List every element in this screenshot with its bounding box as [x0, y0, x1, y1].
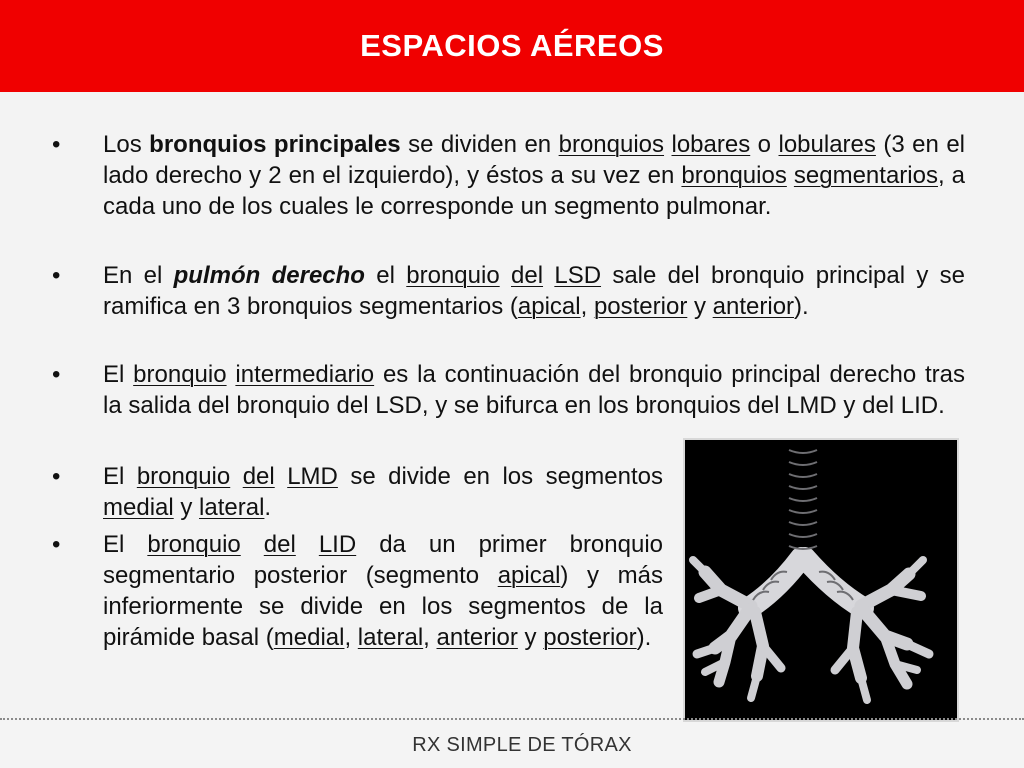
- header-bar: [0, 0, 1024, 92]
- slide-title: ESPACIOS AÉREOS: [360, 28, 664, 63]
- bullet-text-2: En el pulmón derecho el bronquio del LSD sale del bronquio principal y se ramifica en 3 bronquios segmentarios (apical, posterior y anterior).: [103, 262, 966, 320]
- footer-divider: [0, 718, 1024, 720]
- bullet-text-4: El bronquio del LMD se divide en los segmentos medial y lateral.: [103, 463, 664, 521]
- bullet-marker: •: [52, 531, 61, 558]
- bullet-marker: •: [52, 463, 61, 490]
- bronchial-tree-icon: [685, 440, 957, 720]
- footer-bar: [0, 722, 1024, 768]
- bullet-text-5: El bronquio del LID da un primer bronquio segmentario posterior (segmento apical) y más inferiormente se divide en los segmentos de la pirámide basal (medial, lateral, anterior y posterior).: [103, 531, 664, 651]
- bullet-text-1: Los bronquios principales se dividen en bronquios lobares o lobulares (3 en el lado derecho y 2 en el izquierdo), y éstos a su vez en bronquios segmentarios, a cada uno de los cuales le corresponde un segmento pulmonar.: [103, 131, 966, 220]
- bullet-marker: •: [52, 361, 61, 388]
- bronchial-tree-image: [683, 438, 959, 722]
- footer-text: RX SIMPLE DE TÓRAX: [412, 733, 632, 756]
- bullet-marker: •: [52, 131, 61, 158]
- bullet-text-3: El bronquio intermediario es la continuación del bronquio principal derecho tras la salida del bronquio del LSD, y se bifurca en los bronquios del LMD y del LID.: [103, 361, 965, 419]
- bullet-marker: •: [52, 262, 61, 289]
